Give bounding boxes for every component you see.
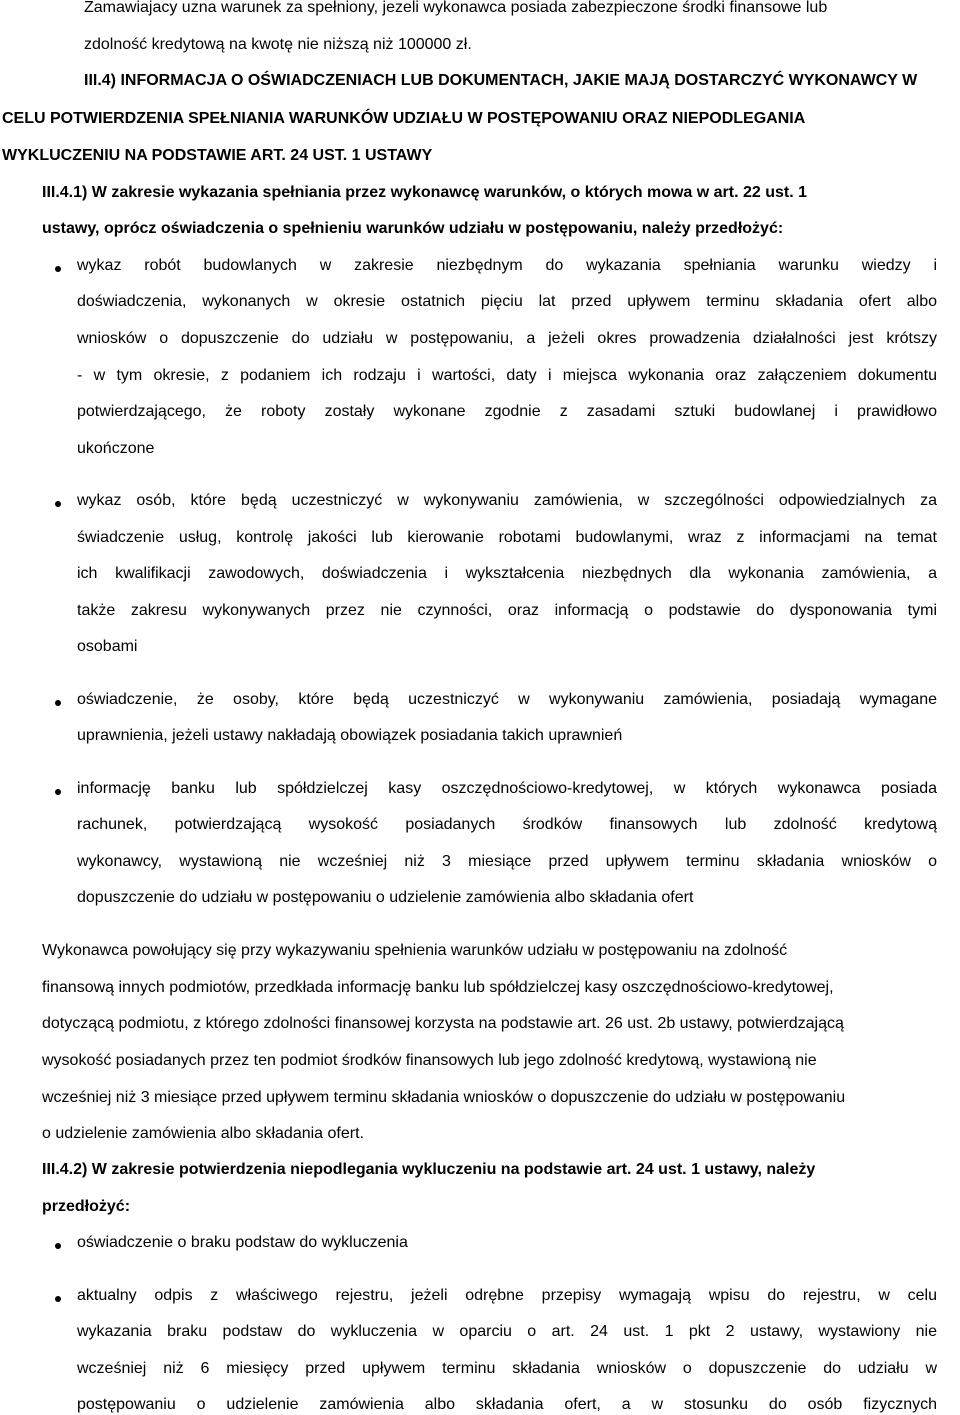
list-item-line: potwierdzającego, że roboty zostały wykonane zgodnie z zasadami sztuki budowlanej i prawidłowo bbox=[77, 403, 937, 420]
list-item-line: rachunek, potwierdzającą wysokość posiadanych środków finansowych lub zdolność kredytową bbox=[77, 816, 937, 833]
list-item-line: aktualny odpis z właściwego rejestru, jeżeli odrębne przepisy wymagają wpisu do rejestru, w celu bbox=[77, 1287, 937, 1304]
section-heading-line: CELU POTWIERDZENIA SPEŁNIANIA WARUNKÓW UDZIAŁU W POSTĘPOWANIU ORAZ NIEPODLEGANIA bbox=[2, 110, 806, 127]
list-item-line: oświadczenie, że osoby, które będą uczestniczyć w wykonywaniu zamówienia, posiadają wymagane bbox=[77, 691, 937, 708]
section-heading-line: III.4) INFORMACJA O OŚWIADCZENIACH LUB DOKUMENTACH, JAKIE MAJĄ DOSTARCZYĆ WYKONAWCY W bbox=[84, 72, 918, 89]
paragraph-line: wcześniej niż 3 miesiące przed upływem terminu składania wniosków o dopuszczenie do udziału w postępowaniu bbox=[42, 1089, 846, 1106]
list-item-line: dopuszczenie do udziału w postępowaniu o udzielenie zamówienia albo składania ofert bbox=[77, 889, 694, 906]
list-item-line: wykaz osób, które będą uczestniczyć w wykonywaniu zamówienia, w szczególności odpowiedzialnych za bbox=[77, 492, 937, 509]
bullet-icon bbox=[55, 700, 61, 706]
paragraph-line: wysokość posiadanych przez ten podmiot środków finansowych lub jego zdolność kredytową, wystawioną nie bbox=[42, 1052, 817, 1069]
bullet-icon bbox=[55, 501, 61, 507]
list-item-line: uprawnienia, jeżeli ustawy nakładają obowiązek posiadania takich uprawnień bbox=[77, 727, 623, 744]
bullet-icon bbox=[55, 1243, 61, 1249]
list-item-line: wniosków o dopuszczenie do udziału w postępowaniu, a jeżeli okres prowadzenia działalności jest krótszy bbox=[77, 330, 937, 347]
bullet-icon bbox=[55, 266, 61, 272]
subsection-heading-line: III.4.2) W zakresie potwierdzenia niepodlegania wykluczeniu na podstawie art. 24 ust. 1 ustawy, należy bbox=[42, 1161, 816, 1178]
list-item-line: doświadczenia, wykonanych w okresie ostatnich pięciu lat przed upływem terminu składania ofert albo bbox=[77, 293, 937, 310]
list-item-line: oświadczenie o braku podstaw do wykluczenia bbox=[77, 1234, 408, 1251]
bullet-icon bbox=[55, 789, 61, 795]
bullet-icon bbox=[55, 1296, 61, 1302]
list-item-line: wykazania braku podstaw do wykluczenia w oparciu o art. 24 ust. 1 pkt 2 ustawy, wystawiony nie bbox=[77, 1323, 937, 1340]
section-heading-line: WYKLUCZENIU NA PODSTAWIE ART. 24 UST. 1 USTAWY bbox=[2, 147, 433, 164]
list-item-line: ukończone bbox=[77, 440, 155, 457]
list-item-line: - w tym okresie, z podaniem ich rodzaju i wartości, daty i miejsca wykonania oraz załączeniem dokumentu bbox=[77, 367, 937, 384]
list-item-line: ich kwalifikacji zawodowych, doświadczenia i wykształcenia niezbędnych dla wykonania zamówienia, a bbox=[77, 565, 937, 582]
intro-line: zdolność kredytową na kwotę nie niższą niż 100000 zł. bbox=[84, 36, 472, 53]
list-item-line: informację banku lub spółdzielczej kasy oszczędnościowo-kredytowej, w których wykonawca posiada bbox=[77, 780, 937, 797]
paragraph-line: finansową innych podmiotów, przedkłada informację banku lub spółdzielczej kasy oszczędnościowo-kredytowej, bbox=[42, 979, 834, 996]
list-item-line: osobami bbox=[77, 638, 138, 655]
list-item-line: wykaz robót budowlanych w zakresie niezbędnym do wykazania spełniania warunku wiedzy i bbox=[77, 257, 937, 274]
list-item-line: świadczenie usług, kontrolę jakości lub kierowanie robotami budowlanymi, wraz z informacjami na temat bbox=[77, 529, 937, 546]
list-item-line: także zakresu wykonywanych przez nie czynności, oraz informacją o podstawie do dysponowania tymi bbox=[77, 602, 937, 619]
subsection-heading-line: ustawy, oprócz oświadczenia o spełnieniu warunków udziału w postępowaniu, należy przedłożyć: bbox=[42, 220, 784, 237]
paragraph-line: o udzielenie zamówienia albo składania ofert. bbox=[42, 1125, 364, 1142]
intro-line: Zamawiajacy uzna warunek za spełniony, jezeli wykonawca posiada zabezpieczone środki finansowe lub bbox=[84, 0, 828, 16]
list-item-line: postępowaniu o udzielenie zamówienia albo składania ofert, a w stosunku do osób fizycznych bbox=[77, 1396, 937, 1413]
subsection-heading-line: przedłożyć: bbox=[42, 1198, 131, 1215]
list-item-line: wykonawcy, wystawioną nie wcześniej niż 3 miesiące przed upływem terminu składania wniosków o bbox=[77, 853, 937, 870]
subsection-heading-line: III.4.1) W zakresie wykazania spełniania przez wykonawcę warunków, o których mowa w art. 22 ust. 1 bbox=[42, 184, 808, 201]
paragraph-line: dotyczącą podmiotu, z którego zdolności finansowej korzysta na podstawie art. 26 ust. 2b ustawy, potwierdzającą bbox=[42, 1015, 844, 1032]
list-item-line: wcześniej niż 6 miesięcy przed upływem terminu składania wniosków o dopuszczenie do udziału w bbox=[77, 1360, 937, 1377]
paragraph-line: Wykonawca powołujący się przy wykazywaniu spełnienia warunków udziału w postępowaniu na zdolność bbox=[42, 942, 788, 959]
